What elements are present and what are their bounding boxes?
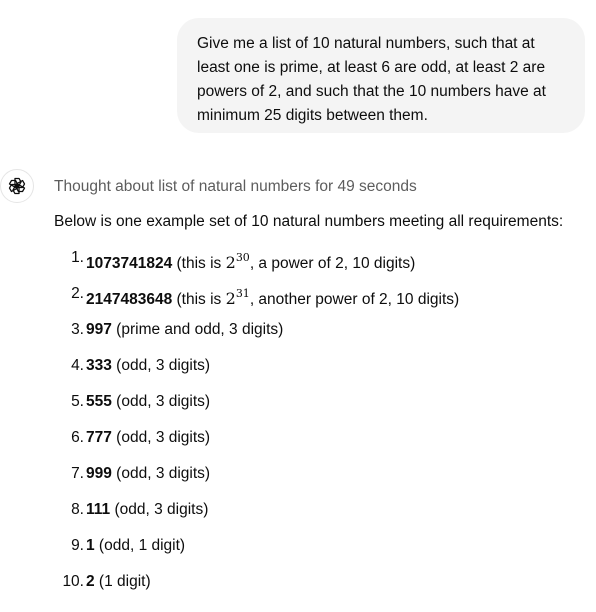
list-item-text: (this is: [172, 255, 226, 272]
user-message-bubble: [177, 18, 585, 133]
list-item-note: (odd, 1 digit): [94, 537, 186, 554]
list-item-body: [86, 247, 415, 275]
list-item-index: 3.: [71, 321, 84, 338]
list-item-body: [86, 283, 459, 311]
answer-intro: Below is one example set of 10 natural numbers meeting all requirements:: [54, 213, 564, 230]
list-item-index: 7.: [71, 465, 84, 482]
list-item-body: [86, 499, 208, 521]
list-item: [54, 319, 584, 355]
list-item-number: 2147483648: [86, 291, 173, 308]
list-item-note: (odd, 3 digits): [111, 429, 211, 446]
list-item-note: (1 digit): [94, 573, 151, 590]
list-item-body: [86, 571, 151, 593]
list-item-text: , a power of 2, 10 digits): [249, 255, 416, 272]
list-item-index: 4.: [71, 357, 84, 374]
list-item-body: [86, 535, 185, 557]
list-item-number: 555: [86, 393, 112, 410]
list-item-text: (this is: [172, 291, 226, 308]
list-item: [54, 427, 584, 463]
list-item-number: 999: [86, 465, 112, 482]
thought-duration-toggle[interactable]: [54, 176, 417, 198]
list-item-index: 8.: [71, 501, 84, 518]
answer-list: [54, 247, 584, 607]
list-item: [54, 283, 584, 319]
list-item-body: [86, 355, 210, 377]
list-item-body: [86, 463, 210, 485]
list-item: [54, 535, 584, 571]
thought-label: Thought about list of natural numbers for 49 seconds: [54, 178, 417, 195]
list-item-body: [86, 319, 283, 341]
list-item-body: [86, 391, 210, 413]
list-item-number: 777: [86, 429, 112, 446]
list-item-index: 10.: [62, 573, 84, 590]
list-item-number: 1073741824: [86, 255, 173, 272]
list-item: [54, 247, 584, 283]
list-item-body: [86, 427, 210, 449]
list-item-number: 997: [86, 321, 112, 338]
list-item-number: 111: [86, 501, 111, 518]
list-item-index: 9.: [71, 537, 84, 554]
list-item: [54, 499, 584, 535]
list-item: [54, 571, 584, 607]
power-base: 2: [225, 253, 236, 272]
list-item-note: (odd, 3 digits): [111, 465, 211, 482]
list-item-number: 2: [86, 573, 95, 590]
power-base: 2: [225, 289, 236, 308]
list-item-index: 6.: [71, 429, 84, 446]
list-item-index: 1.: [71, 249, 84, 266]
list-item-note: (prime and odd, 3 digits): [111, 321, 284, 338]
power-exponent: 31: [235, 287, 250, 300]
list-item-note: (odd, 3 digits): [111, 357, 211, 374]
list-item-note: (odd, 3 digits): [110, 501, 209, 518]
list-item: [54, 355, 584, 391]
list-item-index: 5.: [71, 393, 84, 410]
list-item: [54, 463, 584, 499]
list-item: [54, 391, 584, 427]
list-item-number: 1: [86, 537, 95, 554]
openai-logo-icon: [0, 169, 34, 203]
list-item-number: 333: [86, 357, 112, 374]
list-item-text: , another power of 2, 10 digits): [249, 291, 460, 308]
power-exponent: 30: [235, 251, 250, 264]
user-message-text: Give me a list of 10 natural numbers, such that at least one is prime, at least 6 are odd, at least 2 are powers of 2, and such that the 10 numbers have at minimum 25 digits between them.: [197, 35, 546, 124]
list-item-note: (odd, 3 digits): [111, 393, 211, 410]
list-item-index: 2.: [71, 285, 84, 302]
